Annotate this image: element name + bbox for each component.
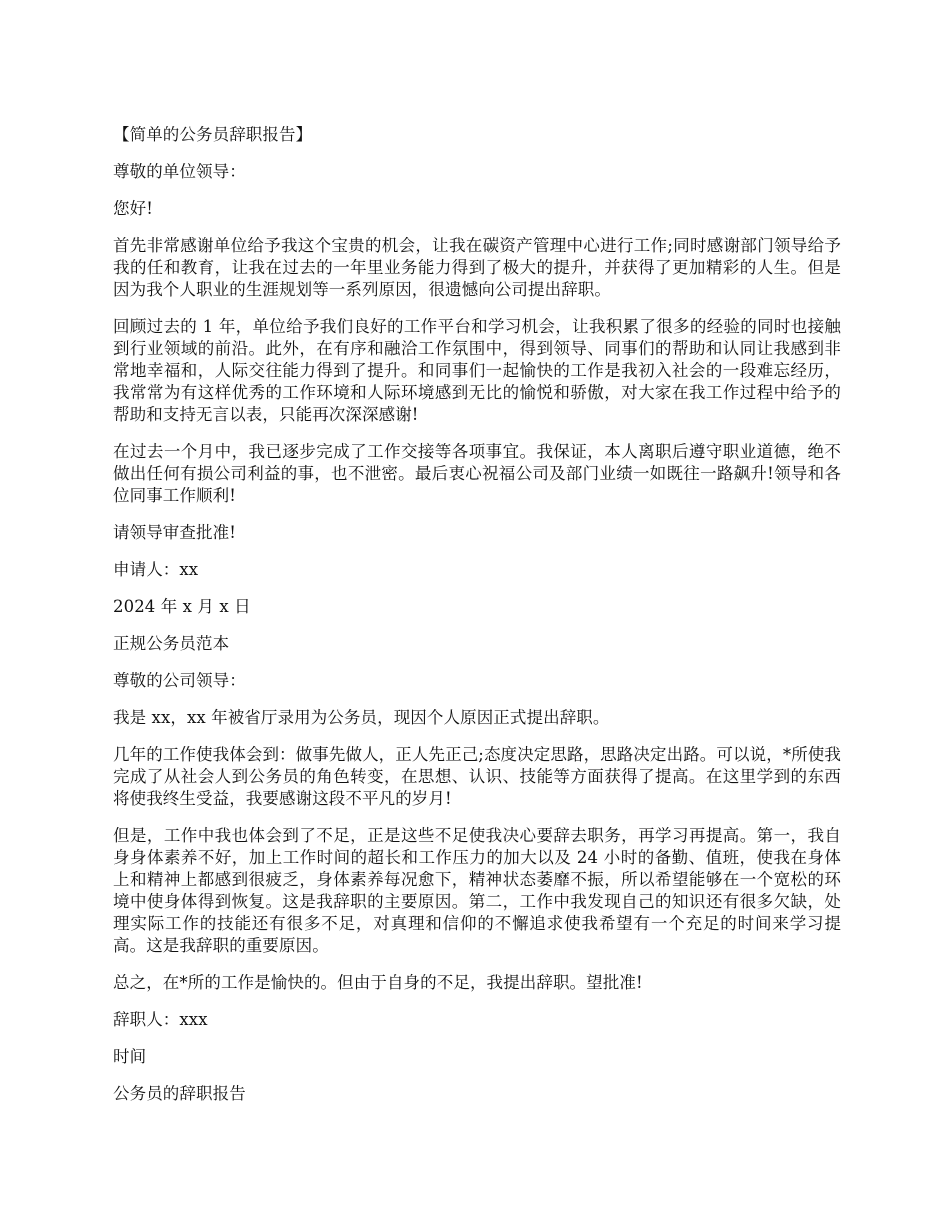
paragraph-review: 回顾过去的 1 年，单位给予我们良好的工作平台和学习机会，让我积累了很多的经验的同时也接触到行业领域的前沿。此外，在有序和融洽工作氛围中，得到领导、同事们的帮助和认同让我感到非常地幸福和，人际交往能力得到了提升。和同事们一起愉快的工作是我初入社会的一段难忘经历，我常常为有这样优秀的工作环境和人际环境感到无比的愉悦和骄傲，对大家在我工作过程中给予的帮助和支持无言以表，只能再次深深感谢! (113, 317, 841, 424)
approval-request: 请领导审查批准! (113, 523, 236, 542)
section-heading-report: 公务员的辞职报告 (113, 1084, 246, 1103)
paragraph-conclusion: 总之，在*所的工作是愉快的。但由于自身的不足，我提出辞职。望批准! (113, 973, 643, 992)
document-body (113, 124, 841, 1120)
section-heading-template: 正规公务员范本 (113, 634, 230, 653)
applicant-line: 申请人：xx (113, 560, 199, 579)
resigner-line: 辞职人：xxx (113, 1010, 208, 1029)
paragraph-thanks: 首先非常感谢单位给予我这个宝贵的机会，让我在碳资产管理中心进行工作;同时感谢部门领导给予我的任和教育，让我在过去的一年里业务能力得到了极大的提升，并获得了更加精彩的人生。但是因为我个人职业的生涯规划等一系列原因，很遗憾向公司提出辞职。 (113, 236, 841, 299)
paragraph-handover: 在过去一个月中，我已逐步完成了工作交接等各项事宜。我保证，本人离职后遵守职业道德，绝不做出任何有损公司利益的事，也不泄密。最后衷心祝福公司及部门业绩一如既往一路飙升!领导和各位同事工作顺利! (113, 442, 841, 505)
greeting: 您好! (113, 199, 153, 218)
time-line: 时间 (113, 1047, 147, 1066)
date-line: 2024 年 x 月 x 日 (113, 597, 251, 616)
paragraph-reasons: 但是，工作中我也体会到了不足，正是这些不足使我决心要辞去职务，再学习再提高。第一，我自身身体素养不好，加上工作时间的超长和工作压力的加大以及 24 小时的备勤、值班，使我在身体上和精神上都感到很疲乏，身体素养每况愈下，精神状态萎靡不振，所以希望能够在一个宽松的环境中使身体得到恢复。这是我辞职的主要原因。第二，工作中我发现自己的知识还有很多欠缺，处理实际工作的技能还有很多不足，对真理和信仰的不懈追求使我希望有一个充足的时间来学习提高。这是我辞职的重要原因。 (113, 826, 841, 955)
salutation-2: 尊敬的公司领导： (113, 671, 246, 690)
paragraph-experience: 几年的工作使我体会到：做事先做人，正人先正己;态度决定思路，思路决定出路。可以说，*所使我完成了从社会人到公务员的角色转变，在思想、认识、技能等方面获得了提高。在这里学到的东西将使我终生受益，我要感谢这段不平凡的岁月! (113, 745, 841, 808)
paragraph-introduction: 我是 xx，xx 年被省厅录用为公务员，现因个人原因正式提出辞职。 (113, 708, 610, 727)
salutation-1: 尊敬的单位领导： (113, 162, 246, 181)
document-title: 【简单的公务员辞职报告】 (113, 125, 313, 144)
